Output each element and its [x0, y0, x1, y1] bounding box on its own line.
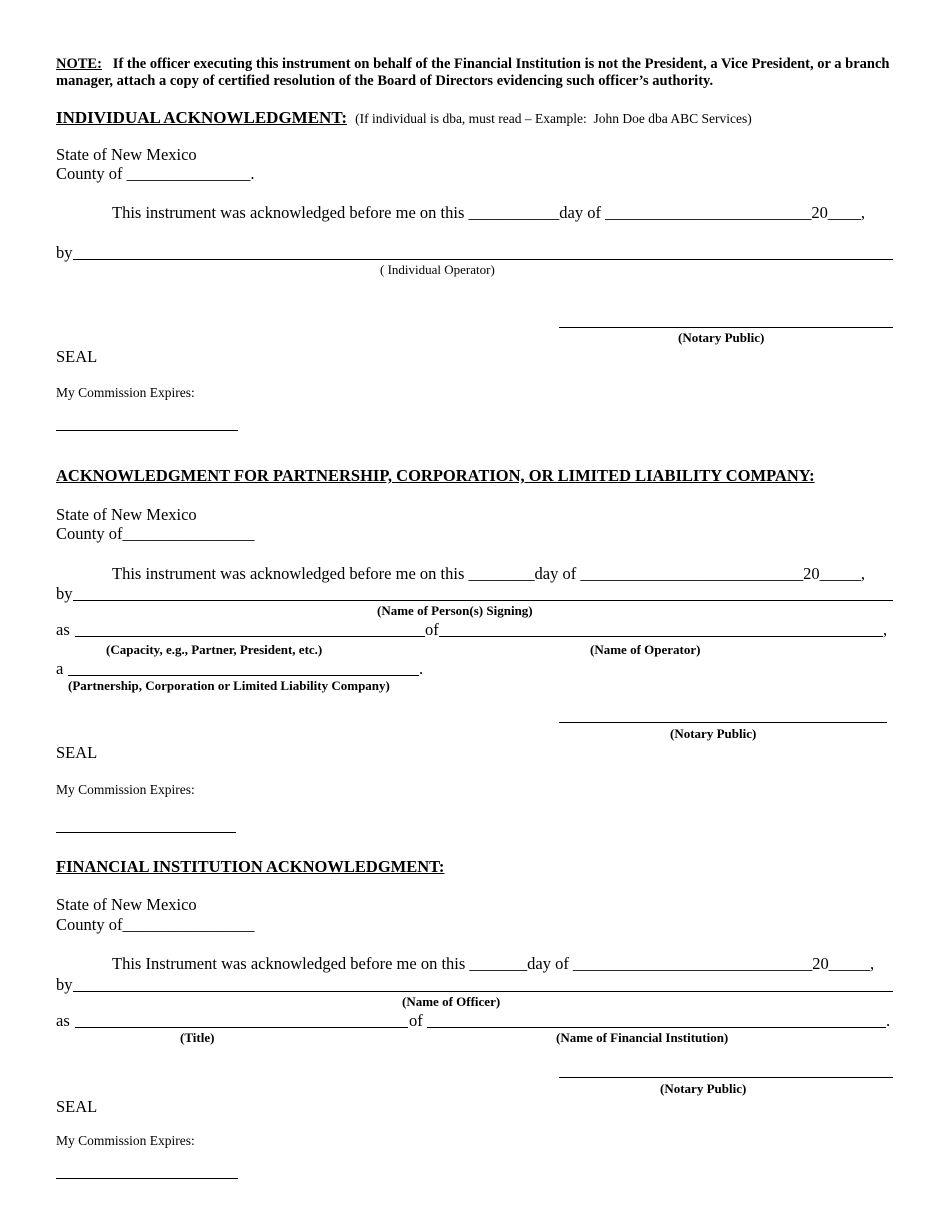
- individual-heading-row: [56, 108, 752, 128]
- partnership-of-label: of: [425, 620, 439, 639]
- individual-by-caption: ( Individual Operator): [380, 262, 495, 277]
- partnership-ack-line[interactable]: This instrument was acknowledged before me on this ________day of ___________________________20_____,: [112, 564, 865, 583]
- partnership-comma: ,: [883, 620, 888, 639]
- partnership-seal: SEAL: [56, 743, 98, 762]
- partnership-as-label: as: [56, 620, 70, 639]
- financial-commission-label: My Commission Expires:: [56, 1133, 195, 1148]
- note-label: NOTE:: [56, 56, 102, 72]
- partnership-state: State of New Mexico: [56, 505, 197, 524]
- partnership-operator-caption: (Name of Operator): [590, 642, 701, 657]
- partnership-by-caption: (Name of Person(s) Signing): [377, 603, 533, 618]
- financial-institution-line[interactable]: [427, 1027, 886, 1028]
- financial-county[interactable]: County of________________: [56, 915, 255, 934]
- financial-ack-line[interactable]: This Instrument was acknowledged before me on this _______day of _____________________________20_____,: [112, 954, 875, 973]
- individual-ack-line[interactable]: This instrument was acknowledged before me on this ___________day of _________________________20____,: [112, 203, 865, 222]
- partnership-entity-caption: (Partnership, Corporation or Limited Liability Company): [68, 678, 390, 693]
- note-paragraph: [56, 56, 896, 90]
- partnership-period: .: [419, 659, 424, 678]
- individual-seal: SEAL: [56, 347, 98, 366]
- individual-heading: INDIVIDUAL ACKNOWLEDGMENT:: [56, 108, 348, 127]
- financial-period: .: [886, 1011, 891, 1030]
- individual-county[interactable]: County of _______________.: [56, 164, 255, 183]
- individual-by-line[interactable]: [73, 259, 893, 260]
- partnership-capacity-line[interactable]: [75, 636, 425, 637]
- financial-heading: FINANCIAL INSTITUTION ACKNOWLEDGMENT:: [56, 857, 445, 876]
- partnership-by-line[interactable]: [73, 600, 893, 601]
- financial-seal: SEAL: [56, 1097, 98, 1116]
- partnership-by-label: by: [56, 584, 73, 603]
- financial-title-line[interactable]: [75, 1027, 408, 1028]
- individual-notary-caption: (Notary Public): [678, 330, 765, 345]
- individual-subheading: (If individual is dba, must read – Example: John Doe dba ABC Services): [355, 111, 752, 126]
- financial-as-label: as: [56, 1011, 70, 1030]
- individual-notary-signature-line[interactable]: [559, 327, 893, 328]
- partnership-operator-line[interactable]: [439, 636, 883, 637]
- partnership-commission-label: My Commission Expires:: [56, 782, 195, 797]
- partnership-heading: ACKNOWLEDGMENT FOR PARTNERSHIP, CORPORATION, OR LIMITED LIABILITY COMPANY:: [56, 466, 815, 485]
- partnership-county[interactable]: County of________________: [56, 524, 255, 543]
- individual-commission-line[interactable]: [56, 430, 238, 431]
- partnership-a-label: a: [56, 659, 64, 678]
- individual-state: State of New Mexico: [56, 145, 197, 164]
- financial-title-caption: (Title): [180, 1030, 215, 1045]
- financial-commission-line[interactable]: [56, 1178, 238, 1179]
- financial-institution-caption: (Name of Financial Institution): [556, 1030, 729, 1045]
- note-text: If the officer executing this instrument on behalf of the Financial Institution is not the President, a Vice President, or a branch manager, attach a copy of certified resolution of the Board of Directors evidencing such officer’s authority.: [56, 56, 890, 89]
- financial-of-label: of: [409, 1011, 423, 1030]
- financial-state: State of New Mexico: [56, 895, 197, 914]
- financial-by-label: by: [56, 975, 73, 994]
- partnership-commission-line[interactable]: [56, 832, 236, 833]
- financial-notary-caption: (Notary Public): [660, 1081, 747, 1096]
- financial-notary-signature-line[interactable]: [559, 1077, 893, 1078]
- individual-by-label: by: [56, 243, 73, 262]
- partnership-capacity-caption: (Capacity, e.g., Partner, President, etc.): [106, 642, 323, 657]
- financial-by-line[interactable]: [73, 991, 893, 992]
- partnership-entity-line[interactable]: [68, 675, 419, 676]
- individual-commission-label: My Commission Expires:: [56, 385, 195, 400]
- financial-by-caption: (Name of Officer): [402, 994, 501, 1009]
- partnership-notary-signature-line[interactable]: [559, 722, 887, 723]
- partnership-notary-caption: (Notary Public): [670, 726, 757, 741]
